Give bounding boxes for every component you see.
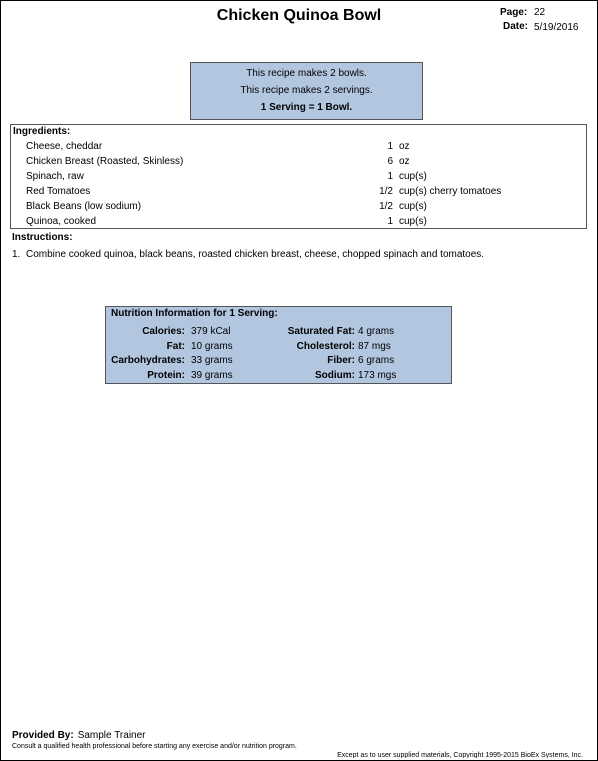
ingredient-unit: cup(s) (399, 171, 427, 182)
step-text: Combine cooked quinoa, black beans, roasted chicken breast, cheese, chopped spinach and tomatoes. (26, 249, 485, 260)
ingredient-unit: cup(s) (399, 216, 427, 227)
nutrient-value: 173 mgs (358, 370, 397, 381)
serving-size: 1 Serving = 1 Bowl. (260, 102, 353, 113)
nutrient-value: 6 grams (358, 355, 395, 366)
ingredient-row (11, 171, 586, 186)
ingredient-row (11, 186, 586, 201)
nutrient-value: 4 grams (358, 326, 395, 337)
disclaimer: Consult a qualified health professional before starting any exercise and/or nutrition program. (12, 743, 297, 750)
nutrition-row (106, 341, 451, 356)
nutrition-row (106, 326, 451, 341)
nutrient-label: Protein: (147, 370, 185, 381)
ingredient-unit: cup(s) (399, 201, 427, 212)
nutrition-row (106, 370, 451, 385)
nutrient-label: Calories: (142, 326, 185, 337)
recipe-title: Chicken Quinoa Bowl (216, 7, 382, 24)
nutrient-value: 39 grams (191, 370, 233, 381)
nutrient-value: 87 mgs (358, 341, 391, 352)
ingredients-box (10, 124, 587, 229)
instructions-heading: Instructions: (12, 232, 73, 243)
nutrition-box (105, 306, 452, 384)
nutrient-value: 10 grams (191, 341, 233, 352)
yield-box (190, 62, 423, 120)
ingredient-amount: 1/2 (379, 201, 393, 212)
ingredient-name: Black Beans (low sodium) (26, 201, 142, 212)
page-number: 22 (534, 7, 546, 18)
ingredient-name: Spinach, raw (26, 171, 84, 182)
provided-by-value: Sample Trainer (77, 730, 146, 741)
ingredient-row (11, 216, 586, 231)
nutrition-row (106, 355, 451, 370)
ingredient-row (11, 141, 586, 156)
ingredient-amount: 1 (387, 216, 393, 227)
ingredient-unit: oz (399, 141, 410, 152)
nutrient-value: 379 kCal (191, 326, 231, 337)
copyright-notice: Except as to user supplied materials, Copyright 1995-2015 BioEx Systems, Inc. (337, 752, 583, 758)
ingredient-name: Red Tomatoes (26, 186, 91, 197)
nutrient-label: Sodium: (315, 370, 355, 381)
nutrient-label: Fat: (166, 341, 185, 352)
nutrient-label: Cholesterol: (296, 341, 355, 352)
nutrient-label: Fiber: (327, 355, 355, 366)
ingredient-unit: oz (399, 156, 410, 167)
yield-servings: This recipe makes 2 servings. (240, 85, 373, 96)
date-value: 5/19/2016 (534, 22, 579, 33)
provided-by-label: Provided By: (12, 730, 74, 741)
ingredient-amount: 1/2 (379, 186, 393, 197)
nutrient-value: 33 grams (191, 355, 233, 366)
ingredient-row (11, 156, 586, 171)
nutrition-heading: Nutrition Information for 1 Serving: (111, 308, 278, 319)
step-number: 1. (12, 249, 21, 260)
ingredient-name: Quinoa, cooked (26, 216, 97, 227)
date-label: Date: (503, 21, 529, 32)
page-label: Page: (500, 7, 528, 18)
ingredient-amount: 6 (387, 156, 393, 167)
nutrient-label: Carbohydrates: (111, 355, 185, 366)
ingredient-unit: cup(s) cherry tomatoes (399, 186, 502, 197)
ingredient-amount: 1 (387, 171, 393, 182)
ingredients-heading: Ingredients: (13, 126, 71, 137)
ingredient-row (11, 201, 586, 216)
yield-bowls: This recipe makes 2 bowls. (246, 68, 367, 79)
instruction-step (12, 249, 484, 260)
provided-by (12, 730, 146, 741)
nutrient-label: Saturated Fat: (287, 326, 355, 337)
ingredient-amount: 1 (387, 141, 393, 152)
ingredient-name: Chicken Breast (Roasted, Skinless) (26, 156, 184, 167)
ingredient-name: Cheese, cheddar (26, 141, 103, 152)
